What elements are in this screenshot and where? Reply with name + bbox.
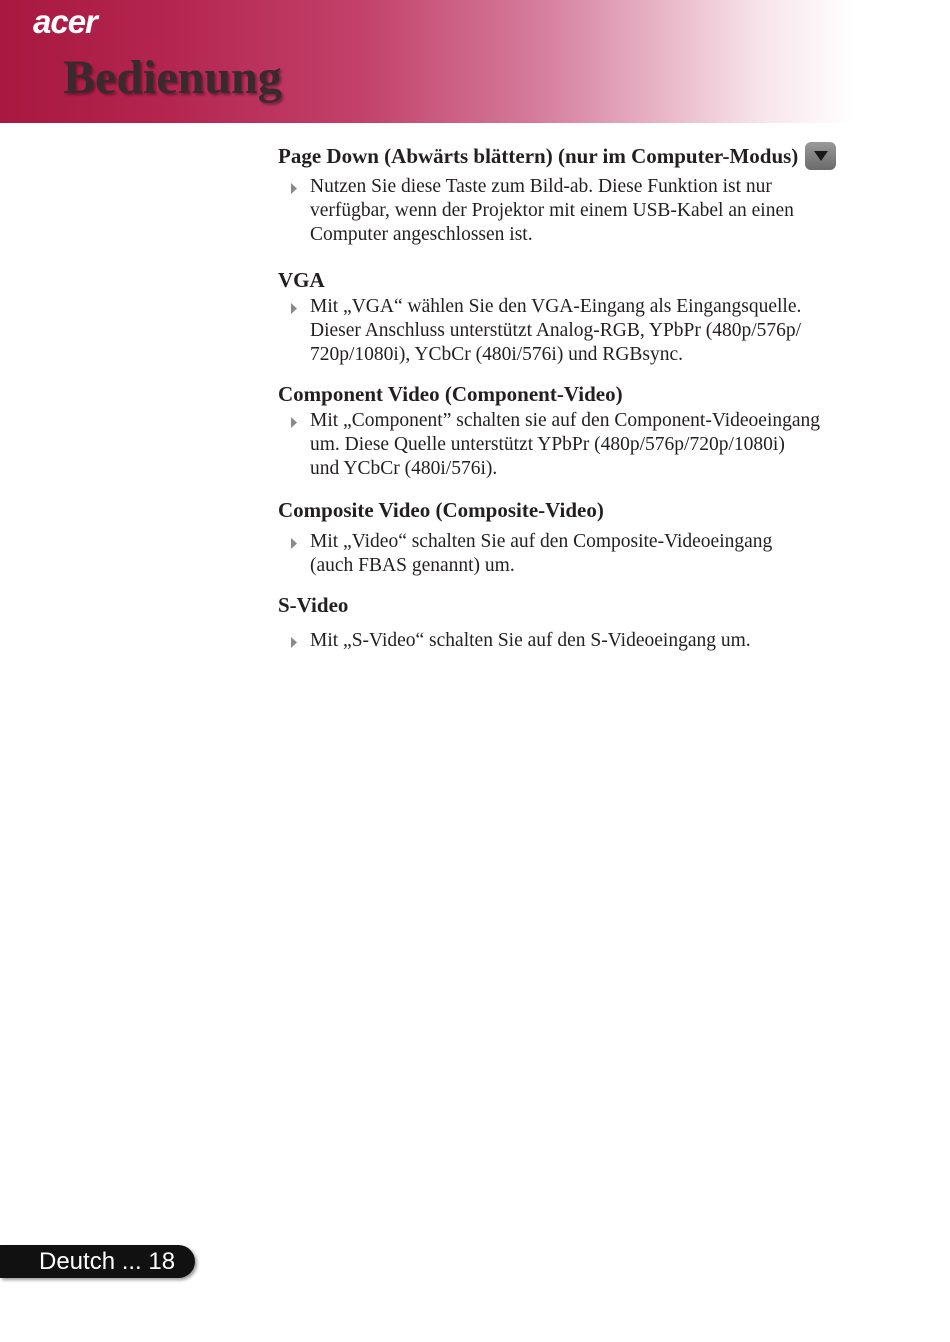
section-composite-video [278,495,898,578]
text-line: um. Diese Quelle unterstützt YPbPr (480p/576p/720p/1080i) [310,434,785,455]
section-heading [278,141,898,171]
section-heading: S-Video [278,593,349,617]
arrow-bullet-icon [290,175,310,200]
arrow-bullet-icon [290,409,310,434]
bullet-item [290,409,898,481]
text-line: Mit „VGA“ wählen Sie den VGA-Eingang als Eingangsquelle. [310,296,802,317]
text-line: Nutzen Sie diese Taste zum Bild-ab. Diese Funktion ist nur [310,176,772,197]
page-number-label: Deutch ... 18 [39,1248,176,1275]
arrow-bullet-icon [290,295,310,320]
section-vga [278,265,898,367]
section-heading-text: Page Down (Abwärts blättern) (nur im Computer-Modus) [278,144,799,168]
section-heading: Component Video (Component-Video) [278,382,623,406]
text-line: Mit „Component” schalten sie auf den Component-Videoeingang [310,410,821,431]
section-component-video [278,379,898,481]
page-title: Bedienung [63,51,282,104]
bullet-text [310,530,772,578]
arrow-bullet-icon [290,629,310,654]
text-line: Mit „S-Video“ schalten Sie auf den S-Videoeingang um. [310,630,751,651]
text-line: verfügbar, wenn der Projektor mit einem USB-Kabel an einen [310,200,794,221]
bullet-item [290,629,898,654]
arrow-bullet-icon [290,530,310,555]
section-page-down [278,141,898,247]
header-banner [0,0,950,123]
bullet-text [310,409,820,481]
text-line: Dieser Anschluss unterstützt Analog-RGB, YPbPr (480p/576p/ [310,320,802,341]
text-line: und YCbCr (480i/576i). [310,458,498,479]
bullet-text [310,175,794,247]
bullet-item [290,295,898,367]
main-content [278,141,898,654]
triangle-down-icon [805,142,836,170]
section-heading: Composite Video (Composite-Video) [278,498,604,522]
section-s-video [278,590,898,654]
text-line: Computer angeschlossen ist. [310,224,533,245]
text-line: (auch FBAS genannt) um. [310,555,515,576]
bullet-text [310,629,751,653]
bullet-item [290,175,898,247]
bullet-text [310,295,801,367]
acer-logo: acer [33,3,97,40]
text-line: Mit „Video“ schalten Sie auf den Composite-Videoeingang [310,531,773,552]
section-heading: VGA [278,268,325,292]
page-footer-tab [0,1245,195,1278]
text-line: 720p/1080i), YCbCr (480i/576i) und RGBsync. [310,344,684,365]
bullet-item [290,530,898,578]
